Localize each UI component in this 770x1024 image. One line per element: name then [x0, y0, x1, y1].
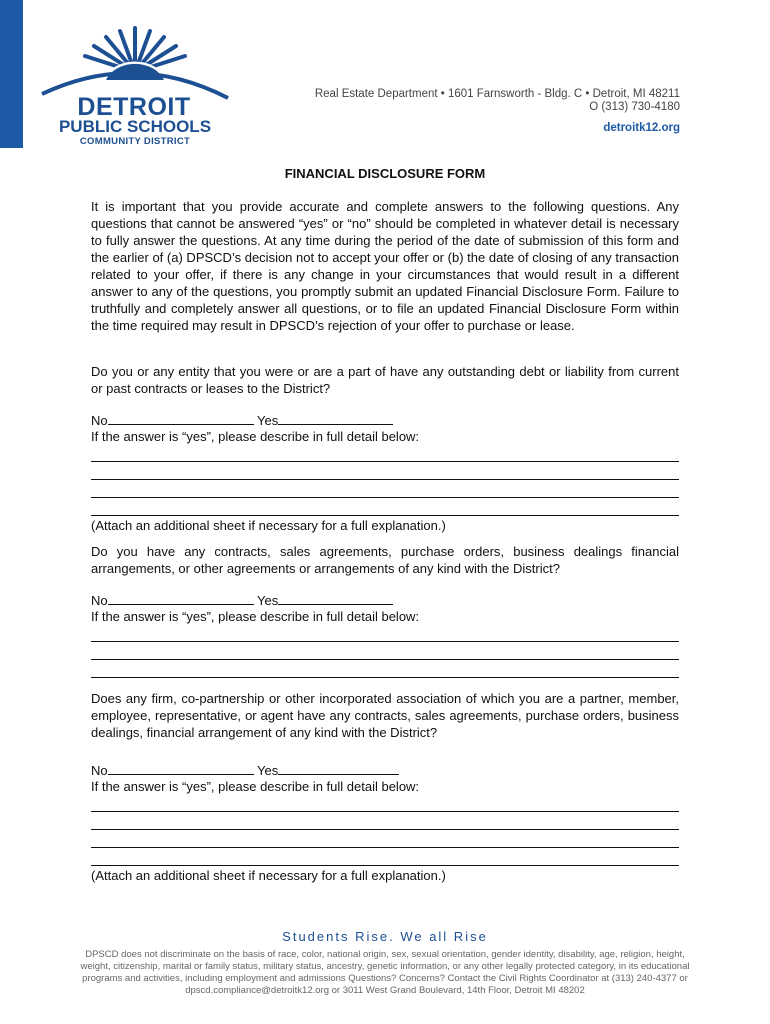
no-blank[interactable]: [108, 591, 254, 605]
answer-line[interactable]: [91, 625, 679, 642]
yes-blank[interactable]: [278, 761, 399, 775]
yes-blank[interactable]: [278, 411, 393, 425]
no-blank[interactable]: [108, 761, 254, 775]
answer-line[interactable]: [91, 813, 679, 830]
answer-line[interactable]: [91, 849, 679, 866]
contact-info: [315, 88, 680, 135]
no-label: No: [91, 593, 108, 608]
question-1: Do you or any entity that you were or are a part of have any outstanding debt or liability from current or past contracts or leases to the District?: [91, 364, 679, 396]
answer-block-2: [91, 591, 679, 679]
website-link[interactable]: detroitk12.org: [603, 122, 680, 134]
answer-line[interactable]: [91, 499, 679, 516]
attach-note: (Attach an additional sheet if necessary for a full explanation.): [91, 518, 446, 533]
no-blank[interactable]: [108, 411, 254, 425]
question-2: Do you have any contracts, sales agreements, purchase orders, business dealings financial arrangements, or other agreements or arrangements of any kind with the District?: [91, 544, 679, 576]
yes-label: Yes: [257, 413, 279, 428]
answer-line[interactable]: [91, 643, 679, 660]
describe-prompt: If the answer is “yes”, please describe in full detail below:: [91, 779, 420, 794]
form-title: FINANCIAL DISCLOSURE FORM: [284, 166, 486, 181]
yes-no-row: [91, 591, 679, 608]
side-accent-bar: [0, 0, 23, 148]
answer-line[interactable]: [91, 795, 679, 812]
describe-prompt: If the answer is “yes”, please describe in full detail below:: [91, 429, 420, 444]
phone: O (313) 730-4180: [589, 101, 680, 113]
answer-line[interactable]: [91, 831, 679, 848]
yes-blank[interactable]: [278, 591, 393, 605]
no-label: No: [91, 413, 108, 428]
intro-paragraph: It is important that you provide accurate and complete answers to the following questions. Any questions that cannot be answered “yes” or “no” should be completed in whatever detail is necessary to fully answer the questions. At any time during the period of the date of submission of this form and the earlier of (a) DPSCD’s decision not to accept your offer or (b) the date of closing of any transaction related to your offer, if there is any change in your circumstances that would result in a different answer to any of the questions, you promptly submit an updated Financial Disclosure Form. Failure to truthfully and completely answer all questions, or to file an updated Financial Disclosure Form within the time required may result in DPSCD’s rejection of your offer to purchase or lease.: [91, 199, 679, 333]
no-label: No: [91, 763, 108, 778]
attach-note: (Attach an additional sheet if necessary for a full explanation.): [91, 868, 446, 883]
answer-block-1: [91, 411, 679, 534]
answer-block-3: [91, 761, 679, 884]
yes-no-row: [91, 411, 679, 428]
tagline: Students Rise. We all Rise: [282, 929, 488, 944]
describe-prompt: If the answer is “yes”, please describe in full detail below:: [91, 609, 420, 624]
yes-label: Yes: [257, 763, 279, 778]
answer-line[interactable]: [91, 661, 679, 678]
nondiscrimination-notice: DPSCD does not discriminate on the basis of race, color, national origin, sex, sexual orientation, gender identity, disability, age, religion, height, weight, citizenship, marital or family status, military status, ancestry, genetic information, or any other legally protected category, in its educational programs and activities, including employment and admissions Questions? Concerns? Contact the Civil Rights Coordinator at (313) 240-4377 or dpscd.compliance@detroitk12.org or 3011 West Grand Boulevard, 14th Floor, Detroit MI 48202: [80, 949, 690, 996]
yes-label: Yes: [257, 593, 279, 608]
address: Real Estate Department • 1601 Farnsworth - Bldg. C • Detroit, MI 48211: [314, 88, 680, 100]
logo-line-community-district: COMMUNITY DISTRICT: [79, 136, 191, 147]
logo-line-detroit: DETROIT: [77, 93, 191, 121]
sunrise-icon: [40, 22, 230, 102]
answer-line[interactable]: [91, 481, 679, 498]
answer-line[interactable]: [91, 463, 679, 480]
logo-line-public-schools: PUBLIC SCHOOLS: [58, 117, 212, 136]
answer-line[interactable]: [91, 445, 679, 462]
dpscd-logo: [40, 22, 230, 152]
yes-no-row: [91, 761, 679, 778]
question-3: Does any firm, co-partnership or other incorporated association of which you are a partner, member, employee, representative, or agent have any contracts, sales agreements, purchase orders, business dealings, financial arrangement of any kind with the District?: [91, 691, 679, 740]
